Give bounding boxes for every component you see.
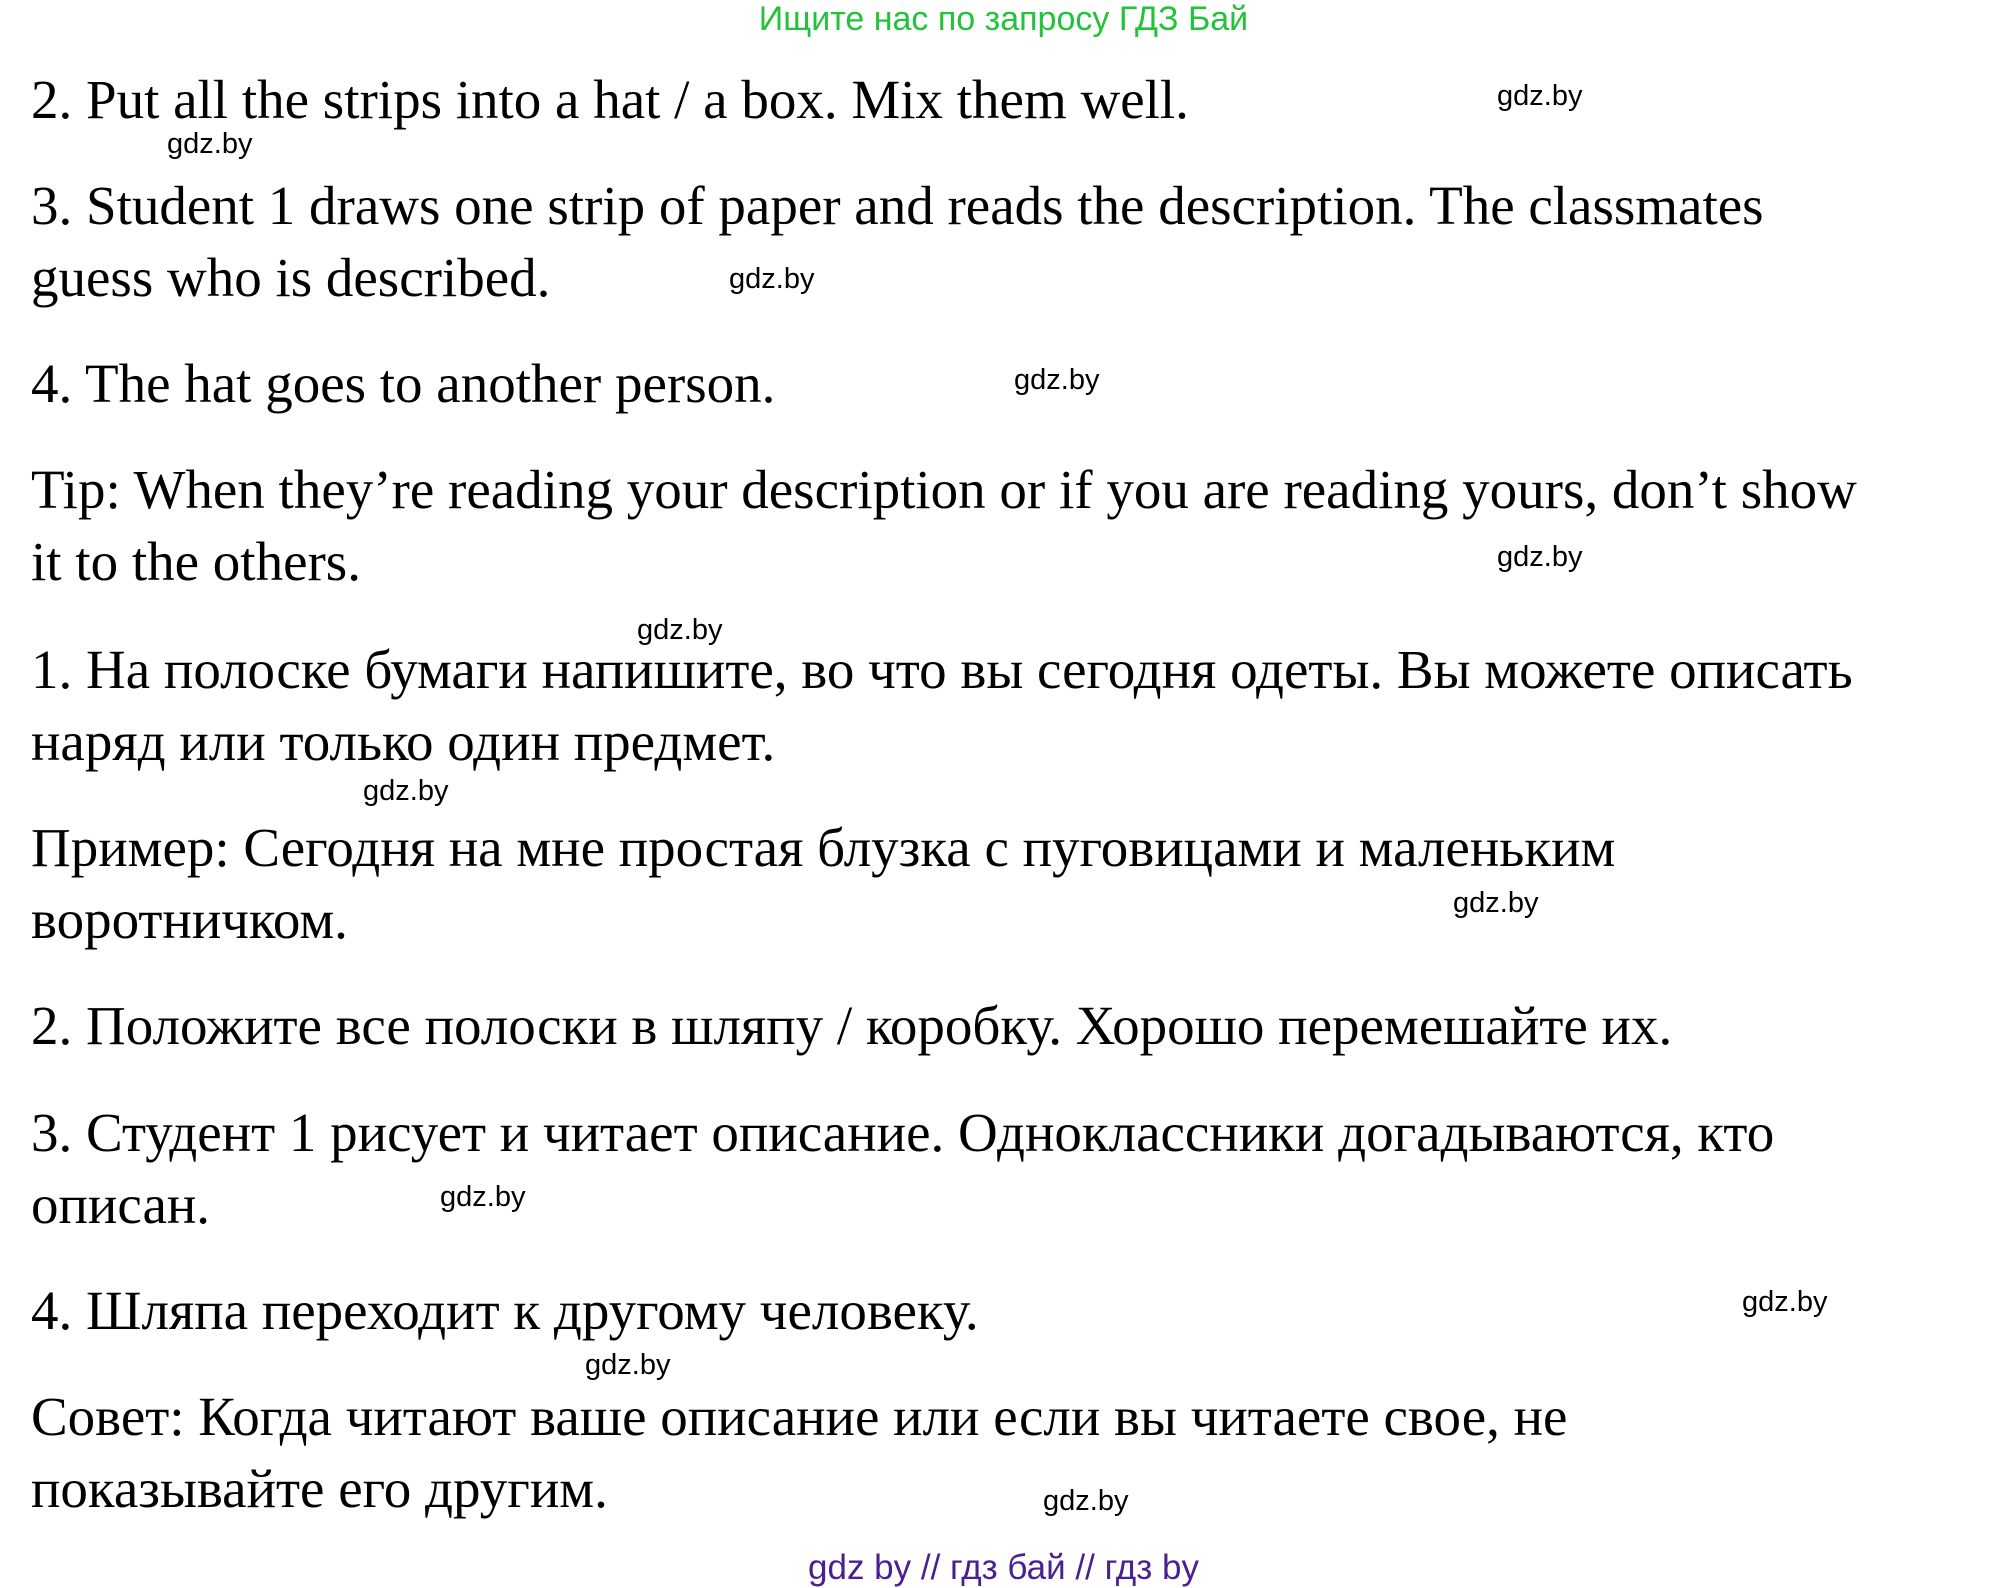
paragraph-en-2: [31, 64, 1991, 136]
watermark: gdz.by: [1014, 364, 1100, 396]
paragraph-ru-3: [31, 1097, 1991, 1241]
paragraph-ru-tip: [31, 1381, 1991, 1525]
watermark: gdz.by: [363, 775, 449, 807]
paragraph-line: Совет: Когда читают ваше описание или если вы читаете свое, не: [31, 1386, 1568, 1447]
paragraph-line: показывайте его другим.: [31, 1458, 608, 1519]
watermark: gdz.by: [1497, 541, 1583, 573]
footer-links: gdz by // гдз бай // гдз by: [808, 1548, 1199, 1587]
watermark: gdz.by: [440, 1181, 526, 1213]
watermark: gdz.by: [1453, 887, 1539, 919]
paragraph-ru-1: [31, 634, 1991, 778]
paragraph-line: 4. Шляпа переходит к другому человеку.: [31, 1280, 979, 1341]
paragraph-line: 1. На полоске бумаги напишите, во что вы сегодня одеты. Вы можете описать: [31, 639, 1853, 700]
paragraph-line: Пример: Сегодня на мне простая блузка с пуговицами и маленьким: [31, 817, 1616, 878]
paragraph-ru-4: [31, 1275, 1991, 1347]
paragraph-line: 2. Put all the strips into a hat / a box. Mix them well.: [31, 69, 1189, 130]
paragraph-line: описан.: [31, 1174, 211, 1235]
paragraph-en-4: [31, 348, 1991, 420]
paragraph-line: 3. Student 1 draws one strip of paper and reads the description. The classmates: [31, 175, 1764, 236]
top-banner: Ищите нас по запросу ГДЗ Бай: [758, 0, 1249, 38]
paragraph-line: 4. The hat goes to another person.: [31, 353, 776, 414]
watermark: gdz.by: [585, 1349, 671, 1381]
paragraph-line: 2. Положите все полоски в шляпу / коробку. Хорошо перемешайте их.: [31, 995, 1673, 1056]
paragraph-line: 3. Студент 1 рисует и читает описание. Одноклассники догадываются, кто: [31, 1102, 1775, 1163]
paragraph-ru-2: [31, 990, 1991, 1062]
watermark: gdz.by: [729, 263, 815, 295]
watermark: gdz.by: [1043, 1485, 1129, 1517]
watermark: gdz.by: [167, 128, 253, 160]
watermark: gdz.by: [1742, 1286, 1828, 1318]
paragraph-line: guess who is described.: [31, 247, 551, 308]
paragraph-en-3: [31, 170, 1991, 314]
paragraph-line: it to the others.: [31, 531, 361, 592]
paragraph-ru-example: [31, 812, 1991, 956]
watermark: gdz.by: [1497, 80, 1583, 112]
paragraph-line: наряд или только один предмет.: [31, 711, 776, 772]
paragraph-line: Tip: When they’re reading your description or if you are reading yours, don’t show: [31, 459, 1857, 520]
watermark: gdz.by: [637, 614, 723, 646]
paragraph-line: воротничком.: [31, 889, 348, 950]
paragraph-en-tip: [31, 454, 1991, 598]
